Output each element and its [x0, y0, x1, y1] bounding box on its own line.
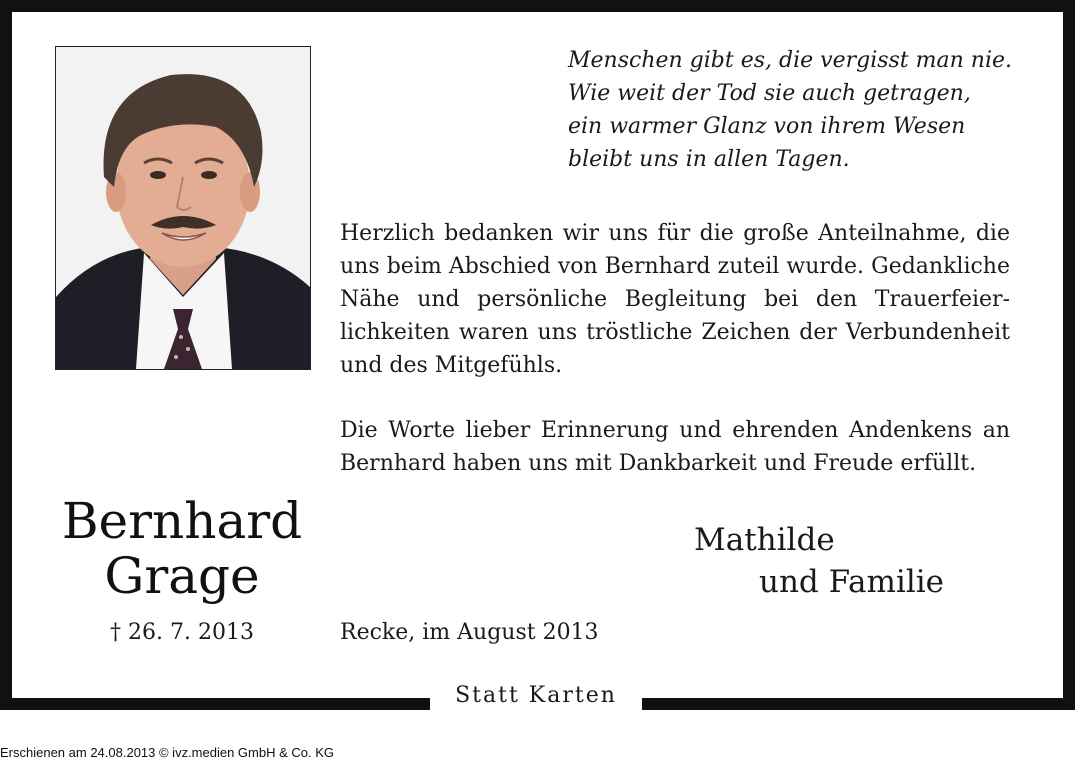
statt-karten-label: Statt Karten	[455, 683, 617, 708]
poem-line: ein warmer Glanz von ihrem Wesen	[568, 114, 966, 139]
deceased-name	[55, 494, 309, 604]
place-date: Recke, im August 2013	[340, 620, 599, 645]
poem-line: Wie weit der Tod sie auch getragen,	[568, 81, 971, 106]
signature-line-1: Mathilde	[694, 522, 835, 558]
death-date: † 26. 7. 2013	[110, 620, 254, 645]
statt-karten-label-box	[430, 676, 642, 716]
poem	[568, 44, 1038, 176]
deceased-last-name: Grage	[104, 547, 260, 605]
signature-line-2: und Familie	[759, 564, 945, 600]
publication-footer: Erschienen am 24.08.2013 © ivz.medien GmbH & Co. KG	[0, 745, 335, 760]
notice-card	[12, 12, 1063, 698]
portrait-illustration	[56, 47, 310, 369]
poem-line: Menschen gibt es, die vergisst man nie.	[568, 48, 1012, 73]
thanks-paragraph: Herzlich bedanken wir uns für die große Anteilnahme, die uns beim Abschied von Bernhard zuteil wurde. Gedankliche Nähe und persönliche Begleitung bei den Trauerfeierlichkeiten waren uns tröstliche Zeichen der Verbundenheit und des Mitgefühls.	[340, 221, 1010, 378]
deceased-first-name: Bernhard	[61, 492, 303, 550]
poem-line: bleibt uns in allen Tagen.	[568, 147, 850, 172]
memories-paragraph: Die Worte lieber Erinnerung und ehrenden Andenkens an Bernhard haben uns mit Dankbarkeit und Freude erfüllt.	[340, 418, 1010, 476]
portrait-photo	[55, 46, 311, 370]
